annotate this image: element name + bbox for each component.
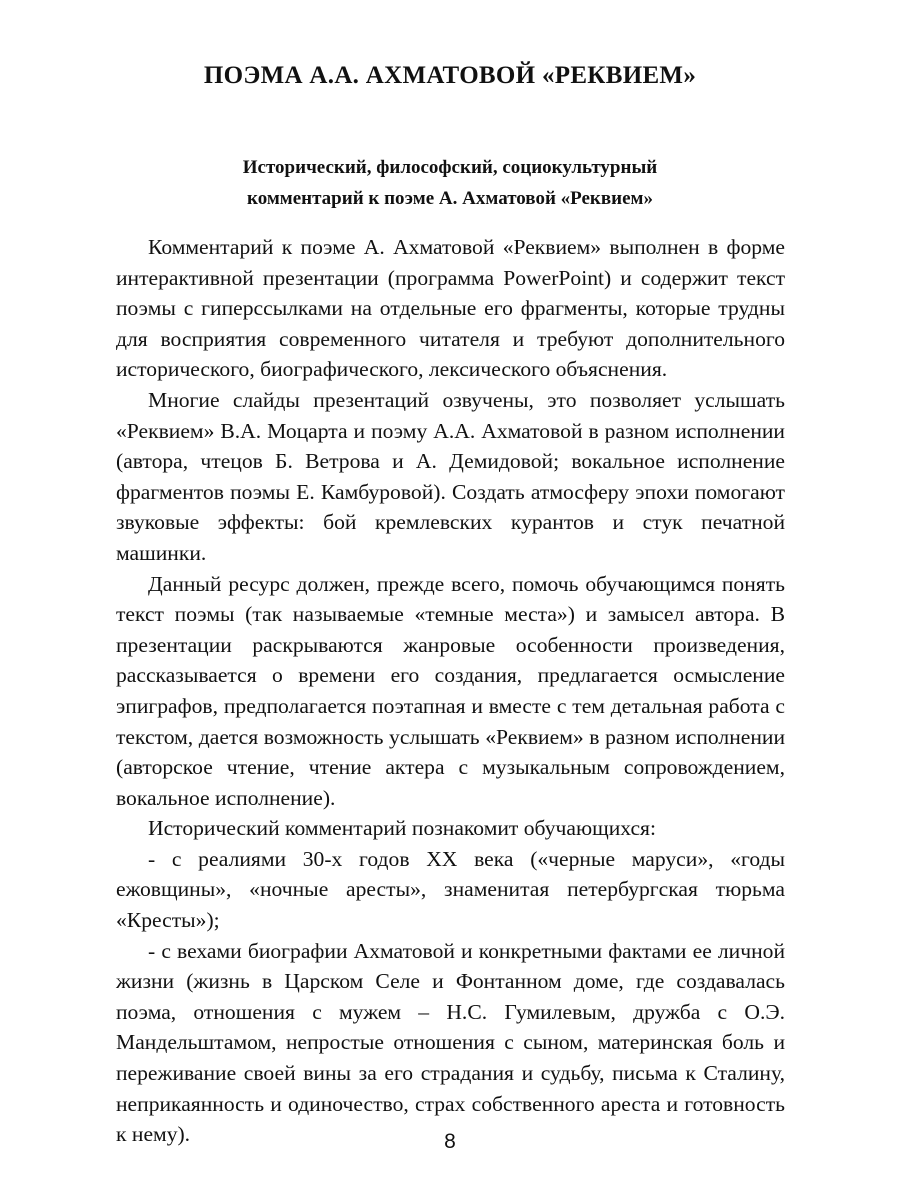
list-item-realities: - с реалиями 30-х годов XX века («черные маруси», «годы ежовщины», «ночные аресты», знаменитая петербургская тюрьма «Кресты»);	[116, 846, 785, 933]
paragraph-3: Данный ресурс должен, прежде всего, помочь обучающимся понять текст поэмы (так называемые «темные места») и замысел автора. В презентации раскрываются жанровые особенности произведения, рассказывается о времени его создания, предлагается осмысление эпиграфов, предполагается поэтапная и вместе с тем детальная работа с текстом, дается возможность услышать «Реквием» в разном исполнении (авторское чтение, чтение актера с музыкальным сопровождением, вокальное исполнение).	[116, 571, 785, 810]
page-number: 8	[444, 1130, 456, 1153]
section-subtitle	[0, 152, 900, 214]
page-title: ПОЭМА А.А. АХМАТОВОЙ «РЕКВИЕМ»	[203, 62, 697, 89]
subtitle-line-2: комментарий к поэме А. Ахматовой «Реквием»	[247, 188, 653, 209]
body-text	[116, 232, 785, 1150]
list-item-biography: - с вехами биографии Ахматовой и конкретными фактами ее личной жизни (жизнь в Царском Селе и Фонтанном доме, где создавалась поэма, отношения с мужем – Н.С. Гумилевым, дружба с О.Э. Мандельштамом, непростые отношения с сыном, материнская боль и переживание своей вины за его страдания и судьбу, письма к Сталину, неприкаянность и одиночество, страх собственного ареста и готовность к нему).	[116, 938, 785, 1147]
subtitle-line-1: Исторический, философский, социокультурный	[242, 157, 658, 178]
paragraph-2: Многие слайды презентаций озвучены, это позволяет услышать «Реквием» В.А. Моцарта и поэму А.А. Ахматовой в разном исполнении (автора, чтецов Б. Ветрова и А. Демидовой; вокальное исполнение фрагментов поэмы Е. Камбуровой). Создать атмосферу эпохи помогают звуковые эффекты: бой кремлевских курантов и стук печатной машинки.	[116, 387, 785, 565]
paragraph-1: Комментарий к поэме А. Ахматовой «Реквием» выполнен в форме интерактивной презентации (программа PowerPoint) и содержит текст поэмы с гиперссылками на отдельные его фрагменты, которые трудны для восприятия современного читателя и требуют дополнительного исторического, биографического, лексического объяснения.	[116, 235, 785, 382]
paragraph-4: Исторический комментарий познакомит обучающихся:	[148, 816, 656, 841]
